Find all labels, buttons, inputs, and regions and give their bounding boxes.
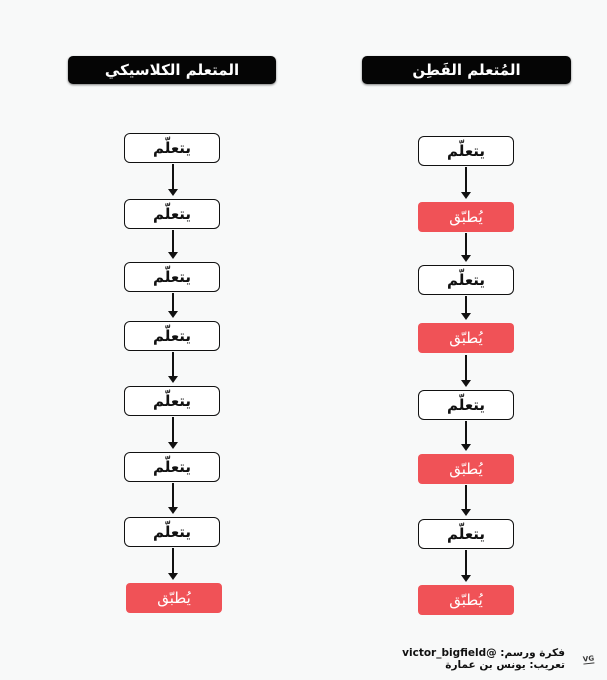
arrow-icon <box>172 483 174 512</box>
smart-step-8-apply: يُطبّق <box>418 585 514 615</box>
arrow-icon <box>465 167 467 197</box>
smart-step-2-apply: يُطبّق <box>418 202 514 232</box>
arrow-icon <box>465 485 467 514</box>
arrow-icon <box>465 296 467 318</box>
smart-step-5-learn: يتعلّم <box>418 390 514 420</box>
arrow-icon <box>465 233 467 260</box>
classic-step-3-learn: يتعلّم <box>124 262 220 292</box>
smart-step-1-learn: يتعلّم <box>418 136 514 166</box>
classic-step-4-learn: يتعلّم <box>124 321 220 351</box>
classic-step-7-learn: يتعلّم <box>124 517 220 547</box>
classic-step-2-learn: يتعلّم <box>124 199 220 229</box>
classic-step-1-learn: يتعلّم <box>124 133 220 163</box>
arrow-icon <box>465 421 467 449</box>
classic-step-5-learn: يتعلّم <box>124 386 220 416</box>
arrow-icon <box>172 293 174 316</box>
arrow-icon <box>172 417 174 447</box>
smart-step-7-learn: يتعلّم <box>418 519 514 549</box>
classic-learner-title: المتعلم الكلاسيكي <box>68 56 276 84</box>
credit-translator: تعريب: يونس بن عمارة <box>445 659 565 671</box>
arrow-icon <box>465 550 467 580</box>
arrow-icon <box>465 355 467 385</box>
credit-author: فكرة ورسم: @victor_bigfield <box>402 647 565 659</box>
smart-step-4-apply: يُطبّق <box>418 323 514 353</box>
smart-step-3-learn: يتعلّم <box>418 265 514 295</box>
arrow-icon <box>172 352 174 381</box>
classic-step-8-apply: يُطبّق <box>126 583 222 613</box>
arrow-icon <box>172 548 174 578</box>
credits <box>402 647 565 671</box>
signature-logo-icon: VG <box>582 654 595 664</box>
classic-step-6-learn: يتعلّم <box>124 452 220 482</box>
arrow-icon <box>172 164 174 194</box>
smart-step-6-apply: يُطبّق <box>418 454 514 484</box>
arrow-icon <box>172 230 174 257</box>
smart-learner-title: المُتعلم الفَطِن <box>362 56 571 84</box>
